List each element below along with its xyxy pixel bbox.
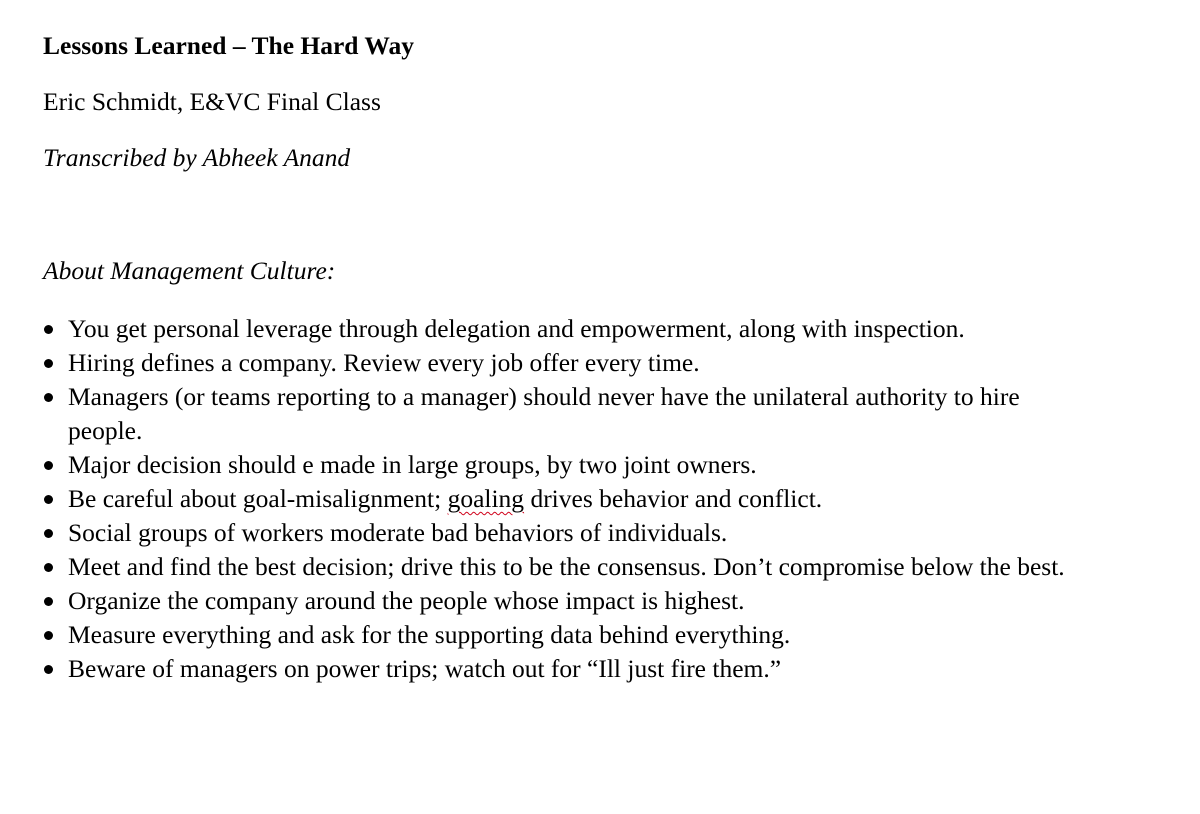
list-item-text: You get personal leverage through delegation and empowerment, along with inspection.: [68, 314, 965, 343]
list-item: [43, 584, 1083, 618]
list-item-text-after: drives behavior and conflict.: [524, 484, 823, 513]
bullet-icon: [44, 359, 53, 368]
author-line: Eric Schmidt, E&VC Final Class: [43, 87, 381, 116]
document-title: Lessons Learned – The Hard Way: [43, 31, 414, 60]
spellcheck-flagged-word[interactable]: goaling: [447, 484, 525, 513]
list-item: [43, 652, 1083, 686]
list-item: [43, 312, 1083, 346]
bullet-icon: [44, 563, 53, 572]
list-item-text: Measure everything and ask for the supporting data behind everything.: [68, 620, 791, 649]
list-item-text: Meet and find the best decision; drive this to be the consensus. Don’t compromise below the best.: [68, 552, 1065, 581]
list-item-text: Major decision should e made in large groups, by two joint owners.: [68, 450, 757, 479]
bullet-icon: [44, 495, 53, 504]
section-heading: About Management Culture:: [43, 256, 336, 285]
transcriber-line: Transcribed by Abheek Anand: [43, 143, 351, 172]
bullet-icon: [44, 529, 53, 538]
bullet-icon: [44, 325, 53, 334]
list-item: [43, 482, 1083, 516]
list-item-text: Organize the company around the people whose impact is highest.: [68, 586, 745, 615]
bullet-icon: [44, 665, 53, 674]
list-item: [43, 516, 1083, 550]
bullet-icon: [44, 393, 53, 402]
bullet-icon: [44, 461, 53, 470]
list-item: [43, 550, 1083, 584]
list-item-text: Managers (or teams reporting to a manager) should never have the unilateral authority to hire people.: [68, 382, 1020, 445]
bullet-icon: [44, 631, 53, 640]
list-item-text: [68, 484, 822, 513]
list-item: [43, 346, 1083, 380]
list-item-text: Hiring defines a company. Review every job offer every time.: [68, 348, 700, 377]
list-item-text: Social groups of workers moderate bad behaviors of individuals.: [68, 518, 728, 547]
list-item: [43, 618, 1083, 652]
bullet-icon: [44, 597, 53, 606]
list-item: [43, 448, 1083, 482]
bullet-list: [43, 312, 1083, 686]
list-item: [43, 380, 1083, 448]
list-item-text: Beware of managers on power trips; watch out for “Ill just fire them.”: [68, 654, 782, 683]
list-item-text-before: Be careful about goal-misalignment;: [68, 484, 448, 513]
